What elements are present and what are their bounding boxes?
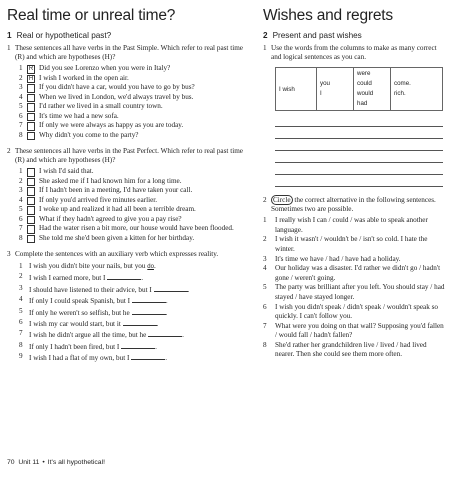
section-number: 2 [263,31,268,40]
list-item: 5 If only he weren't so selfish, but he . [19,306,168,317]
answer-box[interactable]: R [28,66,34,73]
writing-line[interactable] [275,139,443,151]
list-item: 7 Had the water risen a bit more, our house would have been flooded. [19,224,234,233]
answer-blank[interactable] [132,295,166,303]
list-item: 3 I should have listened to their advice, but I . [19,283,190,294]
table-cell: were could would had [354,68,391,111]
answer-box[interactable] [27,216,35,225]
answer-box[interactable] [27,103,35,112]
section-title: Real or hypothetical past? [16,31,112,40]
list-item: 6 It's time we had a new sofa. [19,111,119,120]
list-item: 8 She told me she'd been given a kitten for her birthday. [19,233,195,242]
list-item: 7 If only we were always as happy as you are today. [19,121,184,130]
page-number: 70 [7,459,15,466]
page-title-left: Real time or unreal time? [7,7,176,24]
unit-label: Unit 11 [18,459,40,466]
exercise-3-instruction [7,250,247,259]
list-item: 1 I wish I'd said that. [19,167,94,176]
exercise-3-list [19,262,247,364]
answer-box[interactable] [27,113,35,122]
exercise-2-instruction [7,147,247,164]
exercise-2-list [19,167,247,243]
exercise-1-list [19,64,247,140]
list-item: 4 If only I could speak Spanish, but I . [19,295,168,306]
exercise-number: 2 [7,147,11,156]
writing-line[interactable] [275,175,443,187]
list-item: 8 If only I hadn't been fired, but I . [19,340,157,351]
answer-box[interactable] [27,84,35,93]
writing-line[interactable] [275,151,443,163]
list-item: 4 If only you'd arrived five minutes earlier. [19,195,158,204]
list-item: 5 I'd rather we lived in a small country town. [19,102,163,111]
list-item: 4 Our holiday was a disaster. I'd rather we didn't go / hadn't gone / weren't going. [263,264,441,282]
exercise-number: 3 [7,250,11,259]
exercise-r2-instruction [263,196,445,213]
table-cell: I wish [276,68,317,111]
exercise-r1-instruction [263,44,445,61]
table-cell: you I [317,68,354,111]
exercise-number: 2 [263,196,267,205]
list-item: 3 If I hadn't been in a meeting, I'd have taken your call. [19,186,193,195]
list-item: 7 I wish he didn't argue all the time, but he . [19,329,184,340]
page-title-right: Wishes and regrets [263,7,393,24]
list-item: 5 The party was brilliant after you left. You should stay / had stayed / have stayed longer. [263,283,445,301]
list-item: 8 She'd rather her grandchildren live / lived / had lived nearer. Then she could see them more often. [263,340,427,359]
instruction-text: Use the words from the columns to make as many correct and logical sentences as you can. [271,44,437,61]
list-item: 2 I wish it wasn't / wouldn't be / isn't so cold. I hate the winter. [263,235,428,253]
answer-box[interactable] [27,94,35,103]
list-item: 6 What if they hadn't agreed to give you a pay rise? [19,214,182,223]
list-item: 6 I wish you didn't speak / didn't speak / wouldn't speak so quickly. I can't follow you. [263,302,438,320]
instruction-text: These sentences all have verbs in the Past Perfect. Which refer to real past time (R) and which are hypotheses (H)? [15,147,243,164]
section-title: Present and past wishes [272,31,362,40]
word-columns-table [275,67,443,111]
list-item: 1 R Did you see Lorenzo when you were in Italy? [19,64,171,73]
instruction-text: Complete the sentences with an auxiliary verb which expresses reality. [15,250,219,259]
right-column [263,7,445,360]
list-item: 7 What were you doing on that wall? Supposing you'd fallen / would fall / hadn't fallen? [263,321,444,339]
section-number: 1 [7,31,12,40]
exercise-number: 1 [263,44,267,52]
section-heading-2 [263,31,445,40]
list-item: 2 I wish I earned more, but I . [19,272,144,283]
answer-box[interactable]: H [28,75,34,82]
exercise-r2-list [263,216,445,359]
list-item: 9 I wish I had a flat of my own, but I . [19,352,167,363]
answer-blank[interactable] [123,318,157,326]
answer-box[interactable] [27,122,35,131]
list-item: 8 Why didn't you come to the party? [19,130,139,139]
writing-lines [275,115,445,187]
exercise-number: 1 [7,44,11,52]
answer-box[interactable] [27,187,35,196]
circle-word: Circle [273,196,291,205]
answer-box[interactable] [27,235,35,244]
unit-title: It's all hypothetical! [47,459,105,466]
list-item: 2 H I wish I worked in the open air. [19,73,129,82]
left-column [7,7,247,364]
list-item: 3 It's time we have / had / have had a holiday. [263,254,401,263]
instruction-text: the correct alternative in the following sentences. Sometimes two are possible. [271,196,436,213]
answer-blank[interactable] [107,272,141,280]
answer-box[interactable] [27,206,35,215]
answer-box[interactable] [27,168,35,177]
answer-box[interactable] [27,197,35,206]
list-item: 1 I wish you didn't bite your nails, but you do. [19,261,156,270]
writing-line[interactable] [275,127,443,139]
answer-blank[interactable] [148,329,182,337]
answer-box[interactable] [27,178,35,187]
list-item: 6 I wish my car would start, but it . [19,318,159,328]
writing-line[interactable] [275,115,443,127]
list-item: 4 When we lived in London, we'd always travel by bus. [19,92,194,101]
answer-blank[interactable] [131,352,165,360]
list-item: 1 I really wish I can / could / was able to speak another language. [263,216,428,234]
table-cell: come. rich. [391,68,443,111]
writing-line[interactable] [275,163,443,175]
instruction-text: These sentences all have verbs in the Past Simple. Which refer to real past time (R) and which are hypotheses (H)? [15,44,243,61]
list-item: 5 I woke up and realized it had all been a terrible dream. [19,205,196,214]
answer-box[interactable] [27,132,35,141]
page-footer: 70 Unit 11 • It's all hypothetical! [7,459,105,466]
list-item: 3 If you didn't have a car, would you have to go by bus? [19,83,195,92]
list-item: 2 She asked me if I had known him for a long time. [19,176,182,185]
answer-blank[interactable]: do [147,263,154,270]
exercise-1-instruction [7,44,247,61]
answer-box[interactable] [27,225,35,234]
answer-blank[interactable] [154,284,188,292]
answer-blank[interactable] [121,341,155,349]
answer-blank[interactable] [132,307,166,315]
section-heading-1 [7,31,247,40]
